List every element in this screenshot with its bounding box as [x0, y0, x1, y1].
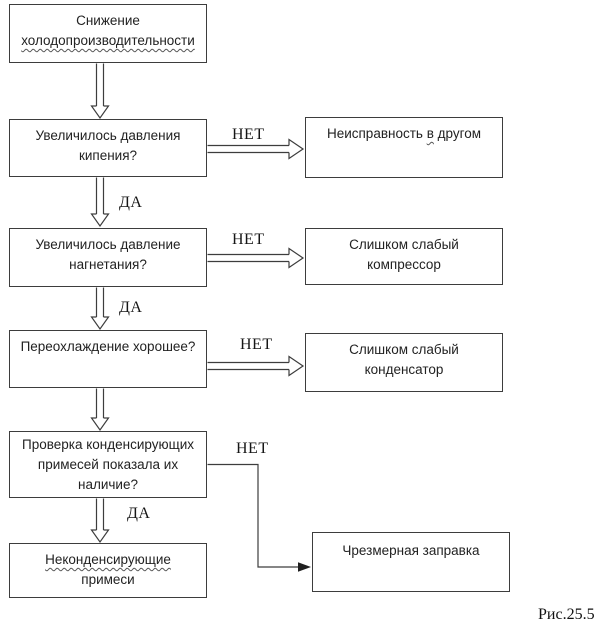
- flow-box-start-line1: Снижение: [76, 13, 140, 28]
- flow-box-discharge-line2: нагнетания?: [69, 257, 147, 272]
- flow-box-impurities-check: [9, 431, 207, 498]
- label-no-subcooling: НЕТ: [240, 336, 273, 353]
- label-no-discharge: НЕТ: [232, 231, 265, 248]
- flow-box-impurities-line3: наличие?: [78, 477, 138, 492]
- flow-box-weak-condenser-line1: Слишком слабый: [349, 342, 459, 357]
- flow-box-impurities-line1: Проверка конденсирующих: [22, 437, 194, 452]
- flow-box-weak-condenser-line2: конденсатор: [364, 362, 444, 377]
- fault-elsewhere-post: другом: [437, 126, 482, 141]
- figure-caption: Рис.25.5: [538, 606, 595, 623]
- connector-no-overcharge: [208, 465, 300, 568]
- fault-elsewhere-wavy: в: [426, 126, 434, 141]
- flow-box-fault-elsewhere: [305, 117, 503, 178]
- label-no-impurities: НЕТ: [236, 440, 269, 457]
- fault-elsewhere-pre: Неисправность: [326, 126, 423, 141]
- arrow-subcooling-to-impurities: [92, 389, 109, 431]
- flow-box-subcooling-line1: Переохлаждение хорошее?: [20, 339, 196, 354]
- flow-box-noncondensing: [9, 543, 207, 598]
- flow-box-noncondensing-line2: примеси: [81, 572, 135, 587]
- label-yes-discharge: ДА: [119, 299, 143, 316]
- label-yes-impurities: ДА: [127, 505, 151, 522]
- arrow-discharge-to-subcooling: [92, 288, 109, 330]
- arrow-no-weak-compressor: [208, 249, 304, 268]
- arrow-boiling-to-discharge: [92, 178, 109, 227]
- label-yes-boiling: ДА: [119, 194, 143, 211]
- arrow-impurities-to-noncondensing: [92, 499, 109, 543]
- flow-box-boiling-line2: кипения?: [78, 148, 138, 163]
- flow-box-impurities-line2: примесей показала их: [37, 457, 179, 472]
- flow-box-discharge-pressure: [9, 228, 207, 287]
- flow-box-boiling-line1: Увеличилось давления: [35, 128, 181, 143]
- flow-box-noncondensing-line1: Неконденсирующие: [45, 552, 171, 567]
- flow-box-start: [9, 4, 207, 63]
- arrow-start-to-boiling: [92, 64, 109, 119]
- flow-box-overcharge-line1: Чрезмерная заправка: [342, 543, 480, 558]
- flow-box-boiling-pressure: [9, 119, 207, 177]
- label-no-boiling: НЕТ: [232, 126, 265, 143]
- flow-box-weak-condenser: [305, 333, 503, 392]
- flow-box-start-line2: холодопроизводительности: [21, 33, 195, 48]
- flow-box-overcharge: [312, 532, 510, 592]
- flow-box-weak-compressor: [305, 228, 503, 285]
- flow-box-weak-compressor-line2: компрессор: [367, 257, 441, 272]
- flow-box-fault-elsewhere-line: [306, 124, 502, 144]
- arrow-no-weak-condenser: [208, 357, 304, 376]
- flow-box-subcooling: [9, 330, 207, 388]
- flow-box-weak-compressor-line1: Слишком слабый: [349, 237, 459, 252]
- arrowhead-overcharge: [298, 562, 311, 572]
- flow-box-discharge-line1: Увеличилось давление: [35, 237, 181, 252]
